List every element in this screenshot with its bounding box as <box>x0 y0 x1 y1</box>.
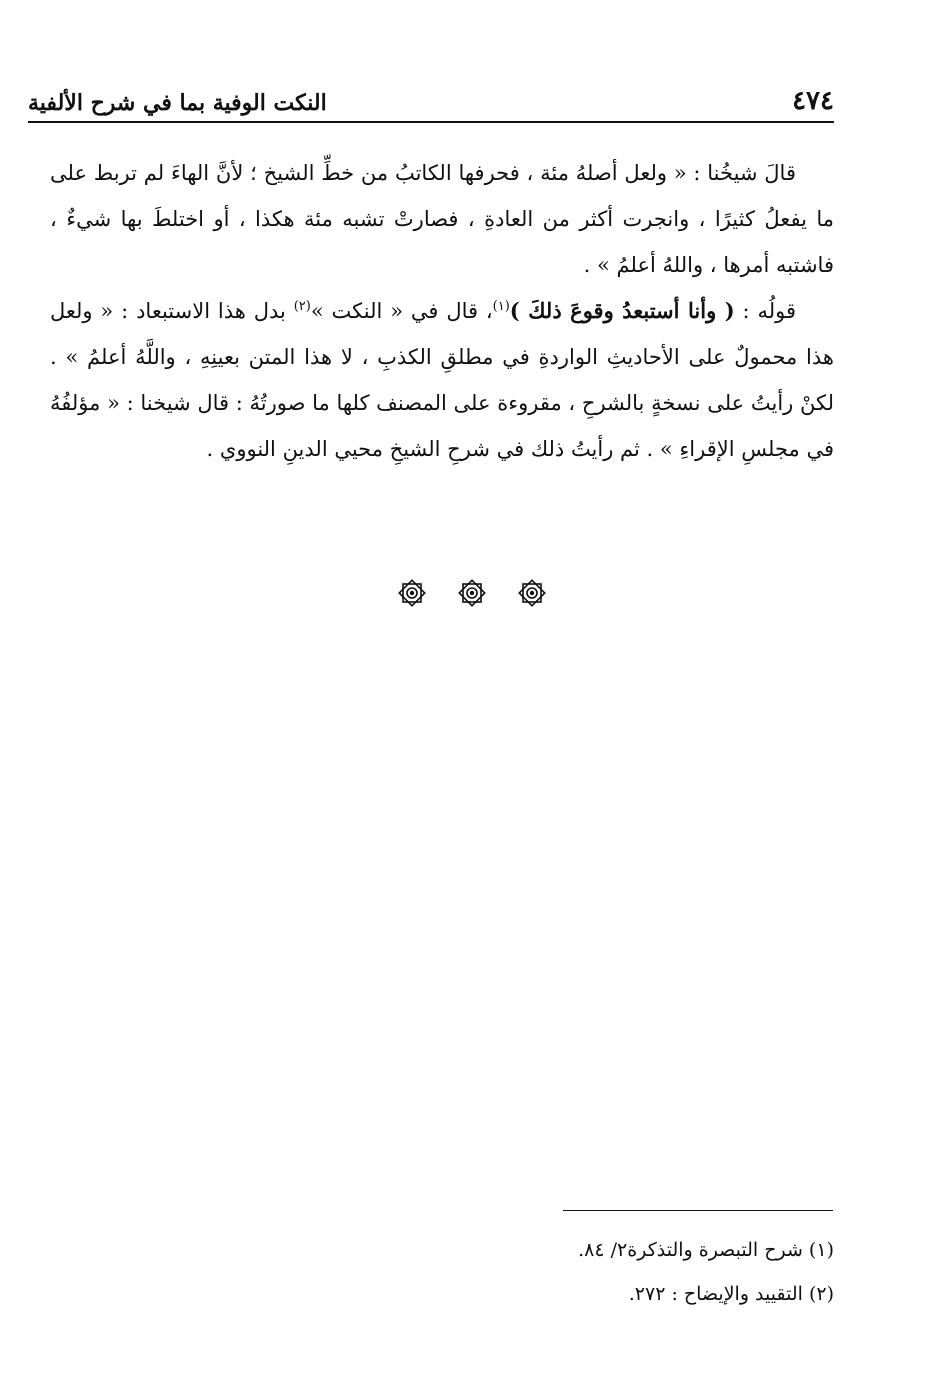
octagonal-star-ornament-icon <box>457 578 487 608</box>
quoted-lemma: ( وأنا أستبعدُ وقوعَ ذلكَ ) <box>509 298 735 323</box>
header-rule <box>28 121 834 123</box>
footnote-ref-2[interactable]: (٢) <box>293 299 311 314</box>
running-title: النكت الوفية بما في شرح الألفية <box>28 90 327 116</box>
paragraph-2-mid: ، قال في « النكت » <box>310 299 493 323</box>
section-ornaments <box>0 578 944 608</box>
page-number: ٤٧٤ <box>792 86 834 116</box>
octagonal-star-ornament-icon <box>397 578 427 608</box>
footnote-rule <box>563 1210 833 1211</box>
main-text <box>50 150 834 472</box>
paragraph-1: قالَ شيخُنا : « ولعل أصلهُ مئة ، فحرفها الكاتبُ من خطِّ الشيخ ؛ لأنَّ الهاءَ لم تربط على ما يفعلُ كثيرًا ، وانجرت أكثر من العادةِ ، فصارتْ تشبه مئة هكذا ، أو اختلطَ بها شيءٌ ، فاشتبه أمرها ، واللهُ أعلمُ » . <box>50 161 834 277</box>
paragraph-2-rest: بدل هذا الاستبعاد : « ولعل هذا محمولٌ على الأحاديثِ الواردةِ في مطلقِ الكذبِ ، لا هذا المتن بعينِهِ ، واللَّهُ أعلمُ » . لكنْ رأيتُ على نسخةٍ بالشرحِ ، مقروءة على المصنف كلها ما صورتُهُ : قال شيخنا : « مؤلفُهُ في مجلسِ الإقراءِ » . ثم رأيتُ ذلك في شرحِ الشيخِ محيي الدينِ النووي . <box>50 299 834 461</box>
footnote-ref-1[interactable]: (١) <box>492 299 510 314</box>
paragraph-2 <box>50 288 834 472</box>
footnote-1: (١) شرح التبصرة والتذكرة٢/ ٨٤. <box>578 1239 834 1261</box>
footnotes <box>300 1228 834 1316</box>
page-header <box>28 74 834 114</box>
footnote-2: (٢) التقييد والإيضاح : ٢٧٢. <box>628 1283 834 1305</box>
octagonal-star-ornament-icon <box>517 578 547 608</box>
paragraph-2-lead: قولُه : <box>734 299 796 323</box>
